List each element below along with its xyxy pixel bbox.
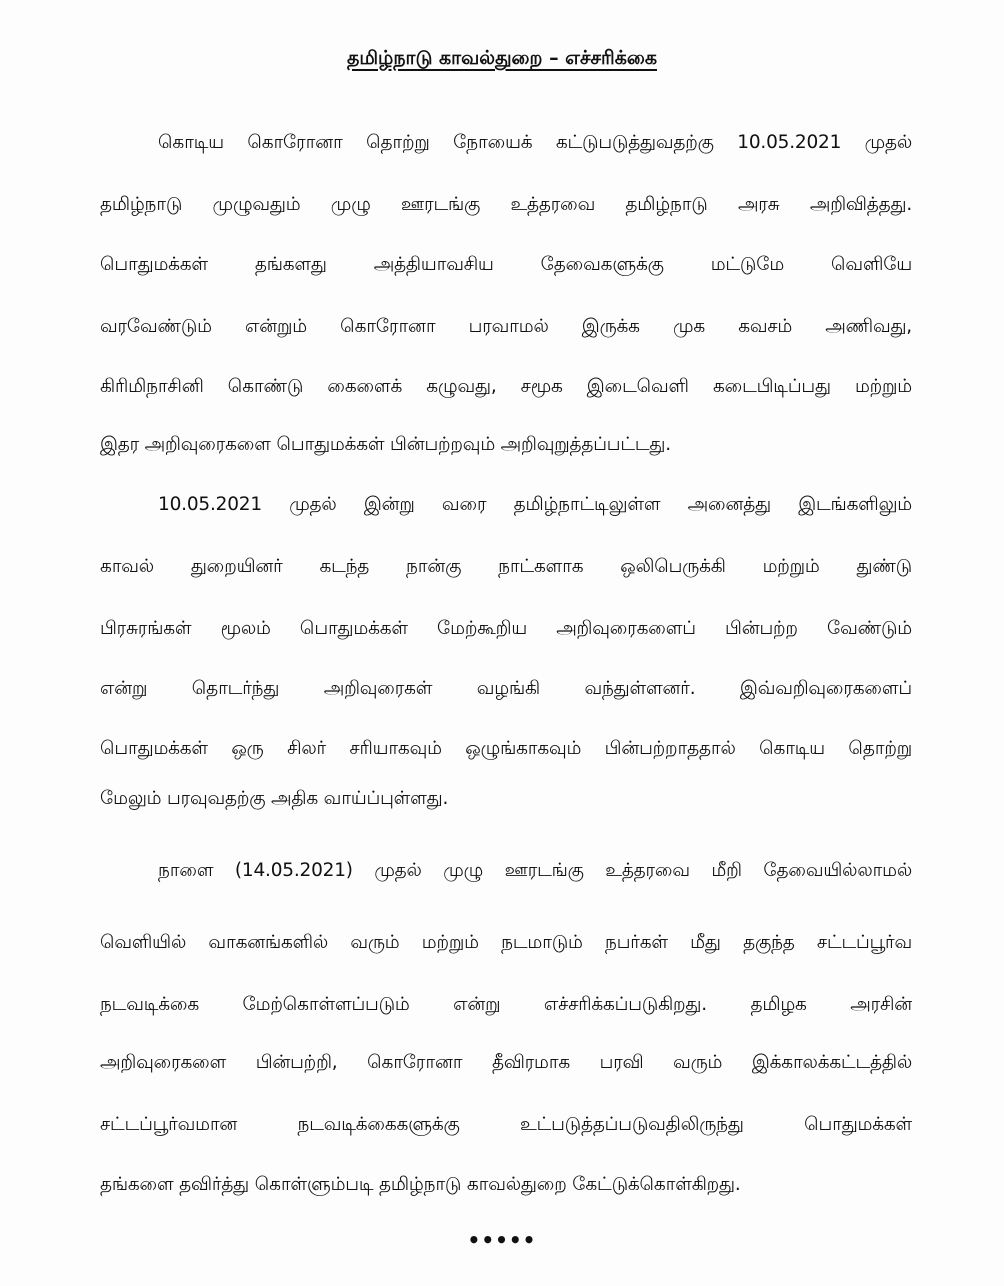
paragraph-3-line-4: அறிவுரைகளை பின்பற்றி, கொரோனா தீவிரமாக பரவி வரும் இக்காலக்கட்டத்தில் xyxy=(100,1052,912,1073)
paragraph-2-line-4: என்று தொடர்ந்து அறிவுரைகள் வழங்கி வந்துள்ளனர். இவ்வறிவுரைகளைப் xyxy=(100,678,912,699)
paragraph-1-line-6: இதர அறிவுரைகளை பொதுமக்கள் பின்பற்றவும் அறிவுறுத்தப்பட்டது. xyxy=(100,434,671,455)
document-title xyxy=(0,44,1004,72)
paragraph-2-line-2: காவல் துறையினர் கடந்த நான்கு நாட்களாக ஒலிபெருக்கி மற்றும் துண்டு xyxy=(100,556,912,577)
paragraph-1-line-4: வரவேண்டும் என்றும் கொரோனா பரவாமல் இருக்க முக கவசம் அணிவது, xyxy=(100,316,912,337)
paragraph-3-line-5: சட்டப்பூர்வமான நடவடிக்கைகளுக்கு உட்படுத்தப்படுவதிலிருந்து பொதுமக்கள் xyxy=(100,1114,912,1135)
paragraph-2-line-3: பிரசுரங்கள் மூலம் பொதுமக்கள் மேற்கூறிய அறிவுரைகளைப் பின்பற்ற வேண்டும் xyxy=(100,618,912,639)
paragraph-3-line-2: வெளியில் வாகனங்களில் வரும் மற்றும் நடமாடும் நபர்கள் மீது தகுந்த சட்டப்பூர்வ xyxy=(100,932,912,953)
paragraph-1-line-5: கிரிமிநாசினி கொண்டு கைளைக் கழுவது, சமூக இடைவெளி கடைபிடிப்பது மற்றும் xyxy=(100,376,912,397)
paragraph-2-line-1: 10.05.2021 முதல் இன்று வரை தமிழ்நாட்டிலுள்ள அனைத்து இடங்களிலும் xyxy=(158,494,912,515)
paragraph-1-line-3: பொதுமக்கள் தங்களது அத்தியாவசிய தேவைகளுக்கு மட்டுமே வெளியே xyxy=(100,254,912,275)
paragraph-1-line-1: கொடிய கொரோனா தொற்று நோயைக் கட்டுபடுத்துவதற்கு 10.05.2021 முதல் xyxy=(158,132,912,153)
end-mark: ••••• xyxy=(467,1228,537,1252)
document-title-text: தமிழ்நாடு காவல்துறை – எச்சரிக்கை xyxy=(346,47,658,69)
paragraph-2-line-6: மேலும் பரவுவதற்கு அதிக வாய்ப்புள்ளது. xyxy=(100,788,449,809)
paragraph-1-line-2: தமிழ்நாடு முழுவதும் முழு ஊரடங்கு உத்தரவை தமிழ்நாடு அரசு அறிவித்தது. xyxy=(100,194,912,215)
paragraph-2-line-5: பொதுமக்கள் ஒரு சிலர் சரியாகவும் ஒழுங்காகவும் பின்பற்றாததால் கொடிய தொற்று xyxy=(100,738,912,759)
paragraph-3-line-3: நடவடிக்கை மேற்கொள்ளப்படும் என்று எச்சரிக்கப்படுகிறது. தமிழக அரசின் xyxy=(100,994,912,1015)
paragraph-3-line-6: தங்களை தவிர்த்து கொள்ளும்படி தமிழ்நாடு காவல்துறை கேட்டுக்கொள்கிறது. xyxy=(100,1174,741,1195)
paragraph-3-line-1: நாளை (14.05.2021) முதல் முழு ஊரடங்கு உத்தரவை மீறி தேவையில்லாமல் xyxy=(158,860,912,881)
